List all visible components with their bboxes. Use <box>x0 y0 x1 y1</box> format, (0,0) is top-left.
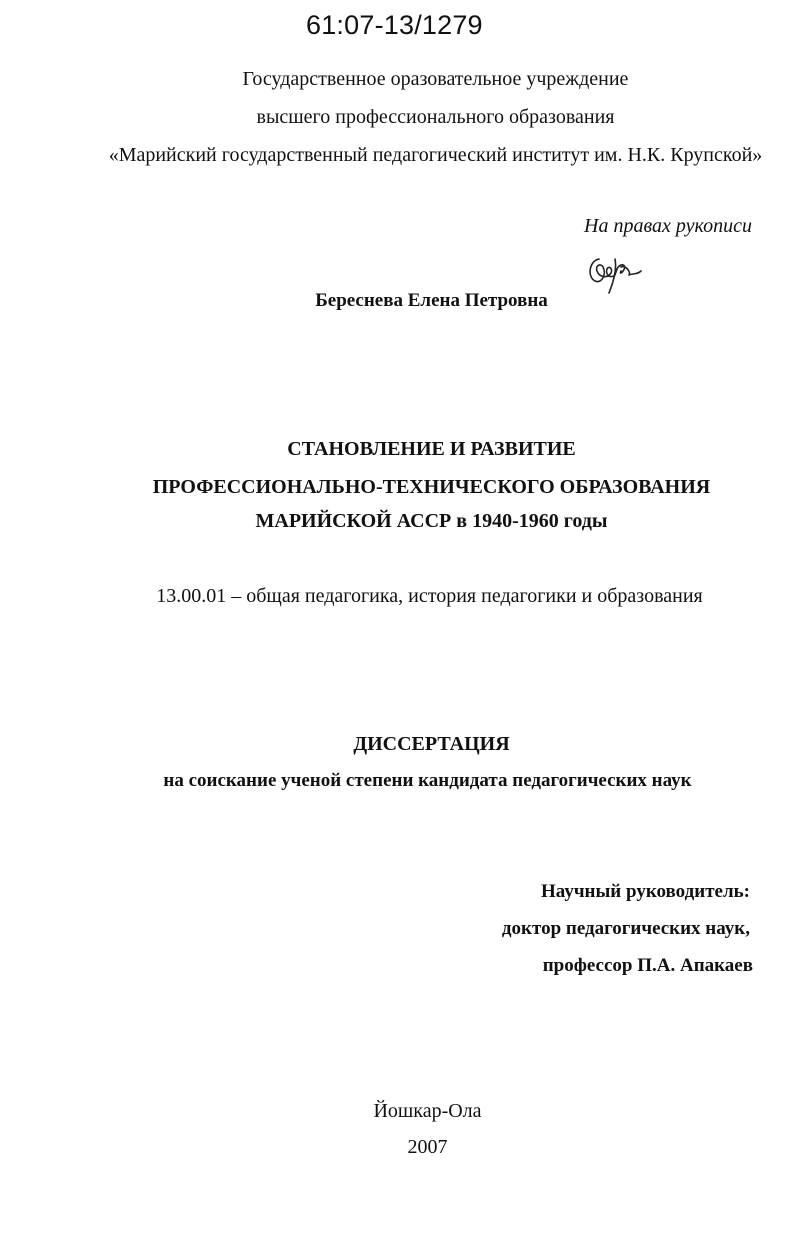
city: Йошкар-Ола <box>373 1100 482 1122</box>
degree-line: на соискание ученой степени кандидата педагогических наук <box>163 770 692 791</box>
author-name: Береснева Елена Петровна <box>315 290 548 311</box>
year: 2007 <box>407 1136 448 1158</box>
supervisor-name: профессор П.А. Апакаев <box>542 955 753 976</box>
signature-icon <box>585 245 645 295</box>
title-line-1: СТАНОВЛЕНИЕ И РАЗВИТИЕ <box>287 438 576 460</box>
institution-line-1: Государственное оразовательное учреждение <box>242 68 629 90</box>
catalog-number: 61:07-13/1279 <box>306 10 483 40</box>
document-type: ДИССЕРТАЦИЯ <box>353 733 510 755</box>
supervisor-degree: доктор педагогических наук, <box>501 918 750 939</box>
manuscript-rights: На правах рукописи <box>584 215 752 237</box>
supervisor-label: Научный руководитель: <box>541 881 750 902</box>
specialty-code: 13.00.01 – общая педагогика, история педагогики и образования <box>156 585 703 607</box>
title-line-3: МАРИЙСКОЙ АССР в 1940-1960 годы <box>255 510 608 532</box>
institution-line-2: высшего профессионального образования <box>256 106 615 128</box>
institution-line-3: «Марийский государственный педагогический институт им. Н.К. Крупской» <box>108 144 763 166</box>
title-line-2: ПРОФЕССИОНАЛЬНО-ТЕХНИЧЕСКОГО ОБРАЗОВАНИЯ <box>152 476 711 498</box>
